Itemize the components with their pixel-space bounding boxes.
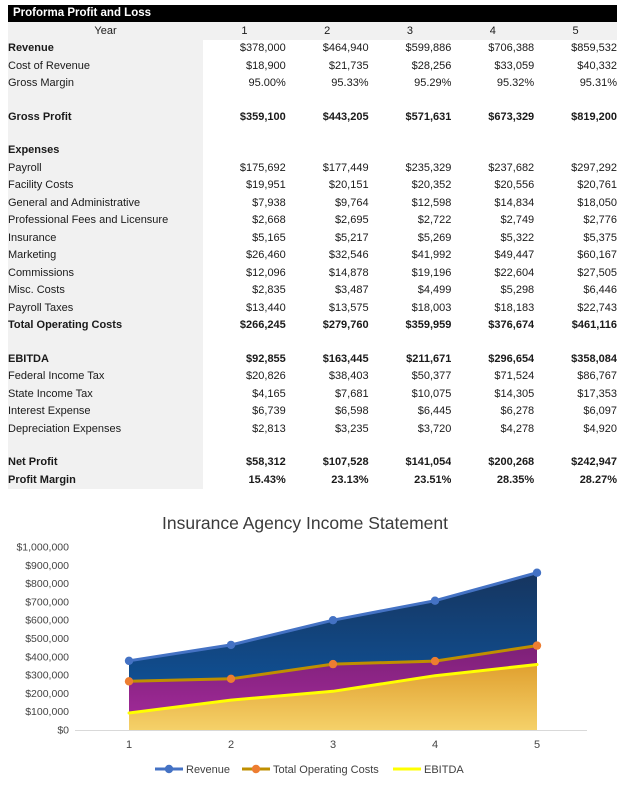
revenue-marker: [533, 569, 541, 577]
cell-value: 95.00%: [203, 75, 286, 93]
year-column-header: 5: [534, 22, 617, 40]
cell-value: $18,050: [534, 194, 617, 212]
legend-total-operating-costs-label: Total Operating Costs: [273, 764, 379, 776]
spacer-cell: [369, 438, 452, 454]
table-row: [8, 159, 617, 177]
legend-revenue-label: Revenue: [186, 764, 231, 776]
y-axis-tick-label: $500,000: [25, 633, 69, 645]
table-row: [8, 247, 617, 265]
cell-value: $92,855: [203, 350, 286, 368]
table-row: [8, 40, 617, 58]
spacer-row: [8, 334, 617, 350]
cell-value: $19,196: [369, 264, 452, 282]
cell-value: $6,445: [369, 403, 452, 421]
row-label: Facility Costs: [8, 177, 203, 195]
table-row: [8, 212, 617, 230]
cell-value: $706,388: [451, 40, 534, 58]
cell-value: $60,167: [534, 247, 617, 265]
cell-value: $22,604: [451, 264, 534, 282]
cell-value: $9,764: [286, 194, 369, 212]
cell-value: $32,546: [286, 247, 369, 265]
cell-value: $599,886: [369, 40, 452, 58]
spacer-cell: [8, 334, 203, 350]
cell-value: [451, 142, 534, 160]
cell-value: $5,298: [451, 282, 534, 300]
table-row: [8, 229, 617, 247]
cell-value: [203, 142, 286, 160]
cell-value: $7,938: [203, 194, 286, 212]
row-label: Total Operating Costs: [8, 317, 203, 335]
cell-value: $71,524: [451, 368, 534, 386]
cell-value: $2,813: [203, 420, 286, 438]
cell-value: $20,556: [451, 177, 534, 195]
cell-value: $49,447: [451, 247, 534, 265]
cell-value: $443,205: [286, 108, 369, 126]
table-row: [8, 75, 617, 93]
cell-value: $20,352: [369, 177, 452, 195]
cell-value: $33,059: [451, 57, 534, 75]
spacer-cell: [534, 92, 617, 108]
year-column-header: 2: [286, 22, 369, 40]
cell-value: $266,245: [203, 317, 286, 335]
row-label: Cost of Revenue: [8, 57, 203, 75]
cell-value: $461,116: [534, 317, 617, 335]
cell-value: $20,826: [203, 368, 286, 386]
spacer-cell: [369, 334, 452, 350]
year-column-header: 3: [369, 22, 452, 40]
revenue-marker: [227, 641, 235, 649]
cell-value: $200,268: [451, 454, 534, 472]
row-label: State Income Tax: [8, 385, 203, 403]
row-label: Depreciation Expenses: [8, 420, 203, 438]
row-label: Marketing: [8, 247, 203, 265]
table-row: [8, 317, 617, 335]
table-row: [8, 471, 617, 489]
cell-value: $211,671: [369, 350, 452, 368]
cell-value: $28,256: [369, 57, 452, 75]
cell-value: $571,631: [369, 108, 452, 126]
cell-value: $26,460: [203, 247, 286, 265]
spacer-cell: [203, 126, 286, 142]
spacer-cell: [286, 92, 369, 108]
cell-value: 28.35%: [451, 471, 534, 489]
total-operating-costs-marker: [431, 657, 439, 665]
spacer-row: [8, 126, 617, 142]
total-operating-costs-marker: [227, 675, 235, 683]
table-row: [8, 368, 617, 386]
cell-value: [534, 142, 617, 160]
cell-value: $18,183: [451, 299, 534, 317]
table-row: [8, 264, 617, 282]
year-column-header: 4: [451, 22, 534, 40]
x-axis-tick-label: 3: [329, 739, 337, 751]
table-row: [8, 194, 617, 212]
revenue-marker: [329, 616, 337, 624]
cell-value: $2,776: [534, 212, 617, 230]
row-label: Misc. Costs: [8, 282, 203, 300]
cell-value: $175,692: [203, 159, 286, 177]
spacer-cell: [534, 438, 617, 454]
cell-value: $38,403: [286, 368, 369, 386]
spacer-cell: [286, 438, 369, 454]
spacer-cell: [8, 126, 203, 142]
cell-value: $20,151: [286, 177, 369, 195]
table-row: [8, 420, 617, 438]
x-axis-tick-label: 4: [431, 739, 439, 751]
spacer-cell: [451, 334, 534, 350]
y-axis-tick-label: $0: [57, 724, 69, 737]
cell-value: $819,200: [534, 108, 617, 126]
cell-value: $12,096: [203, 264, 286, 282]
cell-value: $2,835: [203, 282, 286, 300]
cell-value: $14,834: [451, 194, 534, 212]
cell-value: $3,235: [286, 420, 369, 438]
cell-value: $6,739: [203, 403, 286, 421]
cell-value: 95.31%: [534, 75, 617, 93]
y-axis-tick-label: $700,000: [25, 596, 69, 609]
cell-value: $3,487: [286, 282, 369, 300]
spacer-cell: [286, 126, 369, 142]
spacer-cell: [203, 92, 286, 108]
legend-revenue-marker: [165, 765, 173, 773]
table-title: Proforma Profit and Loss: [13, 7, 152, 19]
table-row: [8, 403, 617, 421]
cell-value: $235,329: [369, 159, 452, 177]
spacer-row: [8, 438, 617, 454]
cell-value: $297,292: [534, 159, 617, 177]
y-axis-tick-label: $600,000: [25, 614, 69, 627]
y-axis-tick-label: $400,000: [25, 651, 69, 664]
y-axis-tick-label: $800,000: [25, 578, 69, 591]
cell-value: $4,920: [534, 420, 617, 438]
spacer-cell: [451, 438, 534, 454]
x-axis-tick-label: 1: [125, 739, 133, 751]
cell-value: $22,743: [534, 299, 617, 317]
cell-value: $12,598: [369, 194, 452, 212]
cell-value: $18,003: [369, 299, 452, 317]
cell-value: $40,332: [534, 57, 617, 75]
row-label: Profit Margin: [8, 471, 203, 489]
cell-value: $358,084: [534, 350, 617, 368]
spacer-cell: [286, 334, 369, 350]
cell-value: $6,598: [286, 403, 369, 421]
year-header-label: Year: [8, 22, 203, 40]
cell-value: $6,278: [451, 403, 534, 421]
cell-value: 95.33%: [286, 75, 369, 93]
cell-value: $50,377: [369, 368, 452, 386]
row-label: Professional Fees and Licensure: [8, 212, 203, 230]
cell-value: $279,760: [286, 317, 369, 335]
row-label: Gross Profit: [8, 108, 203, 126]
cell-value: $21,735: [286, 57, 369, 75]
spacer-cell: [451, 92, 534, 108]
cell-value: $2,749: [451, 212, 534, 230]
cell-value: $3,720: [369, 420, 452, 438]
table-row: [8, 57, 617, 75]
spacer-cell: [369, 92, 452, 108]
income-statement-chart: [0, 505, 625, 784]
table-row: [8, 142, 617, 160]
x-axis-tick-label: 5: [533, 739, 541, 751]
cell-value: $10,075: [369, 385, 452, 403]
cell-value: 95.32%: [451, 75, 534, 93]
cell-value: $859,532: [534, 40, 617, 58]
spacer-cell: [8, 438, 203, 454]
cell-value: [286, 142, 369, 160]
cell-value: $177,449: [286, 159, 369, 177]
revenue-marker: [125, 657, 133, 665]
cell-value: $18,900: [203, 57, 286, 75]
cell-value: $13,440: [203, 299, 286, 317]
cell-value: 28.27%: [534, 471, 617, 489]
revenue-marker: [431, 597, 439, 605]
chart-canvas: [0, 505, 625, 784]
cell-value: $296,654: [451, 350, 534, 368]
spacer-cell: [534, 334, 617, 350]
cell-value: $107,528: [286, 454, 369, 472]
row-label: Commissions: [8, 264, 203, 282]
total-operating-costs-marker: [533, 641, 541, 649]
cell-value: $242,947: [534, 454, 617, 472]
row-label: EBITDA: [8, 350, 203, 368]
spacer-cell: [203, 334, 286, 350]
y-axis-tick-label: $1,000,000: [16, 541, 69, 554]
table-row: [8, 454, 617, 472]
cell-value: 23.51%: [369, 471, 452, 489]
spacer-cell: [8, 92, 203, 108]
row-label: Payroll: [8, 159, 203, 177]
cell-value: $5,165: [203, 229, 286, 247]
cell-value: $5,269: [369, 229, 452, 247]
cell-value: $5,375: [534, 229, 617, 247]
cell-value: [369, 142, 452, 160]
row-label: Insurance: [8, 229, 203, 247]
row-label: Expenses: [8, 142, 203, 160]
cell-value: $17,353: [534, 385, 617, 403]
cell-value: $5,217: [286, 229, 369, 247]
spacer-cell: [451, 126, 534, 142]
y-axis-tick-label: $200,000: [25, 687, 69, 700]
spacer-cell: [369, 126, 452, 142]
legend-total-operating-costs-marker: [252, 765, 260, 773]
profit-and-loss-section: [8, 5, 617, 489]
table-row: [8, 108, 617, 126]
cell-value: $20,761: [534, 177, 617, 195]
cell-value: $6,097: [534, 403, 617, 421]
spacer-cell: [534, 126, 617, 142]
year-column-header: 1: [203, 22, 286, 40]
cell-value: $4,278: [451, 420, 534, 438]
cell-value: 95.29%: [369, 75, 452, 93]
cell-value: $14,878: [286, 264, 369, 282]
y-axis-tick-label: $300,000: [25, 669, 69, 682]
cell-value: $58,312: [203, 454, 286, 472]
row-label: Payroll Taxes: [8, 299, 203, 317]
table-title-bar: [8, 5, 617, 22]
table-row: [8, 177, 617, 195]
row-label: Revenue: [8, 40, 203, 58]
table-row: [8, 385, 617, 403]
cell-value: $2,695: [286, 212, 369, 230]
cell-value: $237,682: [451, 159, 534, 177]
spacer-cell: [203, 438, 286, 454]
chart-title: Insurance Agency Income Statement: [162, 513, 448, 533]
row-label: General and Administrative: [8, 194, 203, 212]
cell-value: $378,000: [203, 40, 286, 58]
cell-value: $673,329: [451, 108, 534, 126]
cell-value: $4,165: [203, 385, 286, 403]
cell-value: $19,951: [203, 177, 286, 195]
cell-value: 15.43%: [203, 471, 286, 489]
total-operating-costs-marker: [125, 677, 133, 685]
cell-value: $13,575: [286, 299, 369, 317]
cell-value: $163,445: [286, 350, 369, 368]
cell-value: $359,100: [203, 108, 286, 126]
cell-value: $4,499: [369, 282, 452, 300]
table-row: [8, 282, 617, 300]
cell-value: $2,668: [203, 212, 286, 230]
row-label: Federal Income Tax: [8, 368, 203, 386]
cell-value: $41,992: [369, 247, 452, 265]
cell-value: $2,722: [369, 212, 452, 230]
cell-value: $86,767: [534, 368, 617, 386]
year-header-row: [8, 22, 617, 40]
cell-value: $464,940: [286, 40, 369, 58]
total-operating-costs-marker: [329, 660, 337, 668]
y-axis-tick-label: $100,000: [25, 706, 69, 719]
cell-value: $6,446: [534, 282, 617, 300]
cell-value: 23.13%: [286, 471, 369, 489]
spacer-row: [8, 92, 617, 108]
row-label: Net Profit: [8, 454, 203, 472]
row-label: Interest Expense: [8, 403, 203, 421]
cell-value: $27,505: [534, 264, 617, 282]
table-row: [8, 299, 617, 317]
row-label: Gross Margin: [8, 75, 203, 93]
legend-ebitda-label: EBITDA: [424, 764, 464, 776]
profit-loss-table: [8, 22, 617, 489]
table-row: [8, 350, 617, 368]
y-axis-tick-label: $900,000: [25, 559, 69, 572]
x-axis-tick-label: 2: [227, 739, 235, 751]
cell-value: $7,681: [286, 385, 369, 403]
cell-value: $14,305: [451, 385, 534, 403]
cell-value: $359,959: [369, 317, 452, 335]
cell-value: $5,322: [451, 229, 534, 247]
cell-value: $141,054: [369, 454, 452, 472]
cell-value: $376,674: [451, 317, 534, 335]
